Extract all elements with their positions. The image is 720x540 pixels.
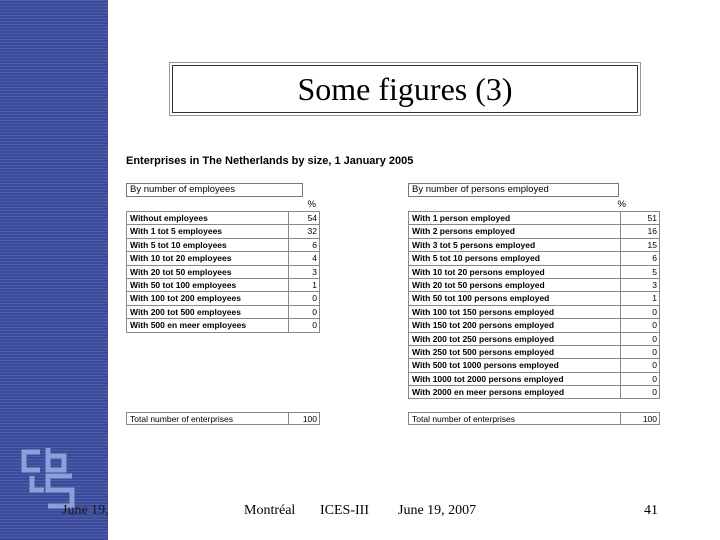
table-row	[126, 278, 320, 291]
row-percent: 0	[289, 318, 320, 331]
persons-total-value: 100	[621, 412, 660, 425]
table-row	[408, 385, 660, 398]
row-label: With 5 tot 10 persons employed	[408, 251, 621, 264]
row-label: With 5 tot 10 employees	[126, 238, 289, 251]
table-row	[126, 211, 320, 224]
row-percent: 3	[621, 278, 660, 291]
row-label: With 20 tot 50 persons employed	[408, 278, 621, 291]
row-percent: 6	[621, 251, 660, 264]
row-label: With 3 tot 5 persons employed	[408, 238, 621, 251]
table-row	[126, 238, 320, 251]
row-label: With 2 persons employed	[408, 224, 621, 237]
employees-table	[126, 183, 322, 333]
row-label: With 10 tot 20 persons employed	[408, 265, 621, 278]
row-percent: 1	[289, 278, 320, 291]
row-percent: 54	[289, 211, 320, 224]
row-label: With 50 tot 100 employees	[126, 278, 289, 291]
row-label: With 100 tot 200 employees	[126, 291, 289, 304]
employees-percent-header: %	[307, 199, 316, 210]
table-row	[408, 265, 660, 278]
row-label: With 1 tot 5 employees	[126, 224, 289, 237]
row-label: With 1 person employed	[408, 211, 621, 224]
row-label: Without employees	[126, 211, 289, 224]
row-label: With 500 tot 1000 persons employed	[408, 358, 621, 371]
row-percent: 0	[621, 372, 660, 385]
persons-rows	[408, 211, 660, 399]
row-label: With 150 tot 200 persons employed	[408, 318, 621, 331]
table-row	[408, 358, 660, 371]
employees-rows	[126, 211, 320, 333]
row-label: With 10 tot 20 employees	[126, 251, 289, 264]
table-row	[126, 291, 320, 304]
footer-conference: ICES-III	[320, 503, 369, 518]
table-row	[408, 372, 660, 385]
table-row	[408, 278, 660, 291]
table-row	[408, 251, 660, 264]
persons-total-row	[408, 412, 660, 425]
table-row	[126, 265, 320, 278]
footer-date-left: June 19,	[62, 503, 109, 518]
row-label: With 250 tot 500 persons employed	[408, 345, 621, 358]
row-percent: 32	[289, 224, 320, 237]
row-percent: 1	[621, 291, 660, 304]
row-percent: 51	[621, 211, 660, 224]
row-label: With 2000 en meer persons employed	[408, 385, 621, 398]
slide-title: Some figures (3)	[172, 65, 638, 113]
row-label: With 50 tot 100 persons employed	[408, 291, 621, 304]
table-row	[126, 251, 320, 264]
employees-total-label: Total number of enterprises	[126, 412, 289, 425]
table-row	[126, 305, 320, 318]
employees-table-heading: By number of employees	[126, 183, 303, 197]
employees-total-row	[126, 412, 320, 425]
table-row	[408, 318, 660, 331]
table-title: Enterprises in The Netherlands by size, 1 January 2005	[126, 155, 414, 167]
table-row	[408, 238, 660, 251]
row-percent: 0	[621, 358, 660, 371]
row-percent: 6	[289, 238, 320, 251]
table-row	[408, 211, 660, 224]
row-percent: 5	[621, 265, 660, 278]
row-label: With 100 tot 150 persons employed	[408, 305, 621, 318]
row-label: With 500 en meer employees	[126, 318, 289, 331]
row-percent: 3	[289, 265, 320, 278]
row-percent: 0	[621, 332, 660, 345]
row-percent: 0	[289, 305, 320, 318]
table-row	[408, 305, 660, 318]
table-row	[408, 291, 660, 304]
row-percent: 0	[621, 305, 660, 318]
employees-total-value: 100	[289, 412, 320, 425]
row-percent: 16	[621, 224, 660, 237]
row-label: With 200 tot 500 employees	[126, 305, 289, 318]
persons-employed-table	[408, 183, 658, 399]
table-row	[126, 224, 320, 237]
row-label: With 200 tot 250 persons employed	[408, 332, 621, 345]
row-percent: 4	[289, 251, 320, 264]
row-label: With 1000 tot 2000 persons employed	[408, 372, 621, 385]
persons-table-heading: By number of persons employed	[408, 183, 619, 197]
page-number: 41	[644, 503, 658, 518]
footer-place: Montréal	[244, 503, 296, 518]
row-percent: 0	[621, 385, 660, 398]
persons-total-label: Total number of enterprises	[408, 412, 621, 425]
table-row	[408, 332, 660, 345]
row-percent: 0	[621, 345, 660, 358]
row-percent: 0	[621, 318, 660, 331]
table-row	[408, 345, 660, 358]
row-label: With 20 tot 50 employees	[126, 265, 289, 278]
footer-date: June 19, 2007	[398, 503, 477, 518]
row-percent: 15	[621, 238, 660, 251]
row-percent: 0	[289, 291, 320, 304]
table-row	[408, 224, 660, 237]
table-row	[126, 318, 320, 331]
persons-percent-header: %	[617, 199, 626, 210]
